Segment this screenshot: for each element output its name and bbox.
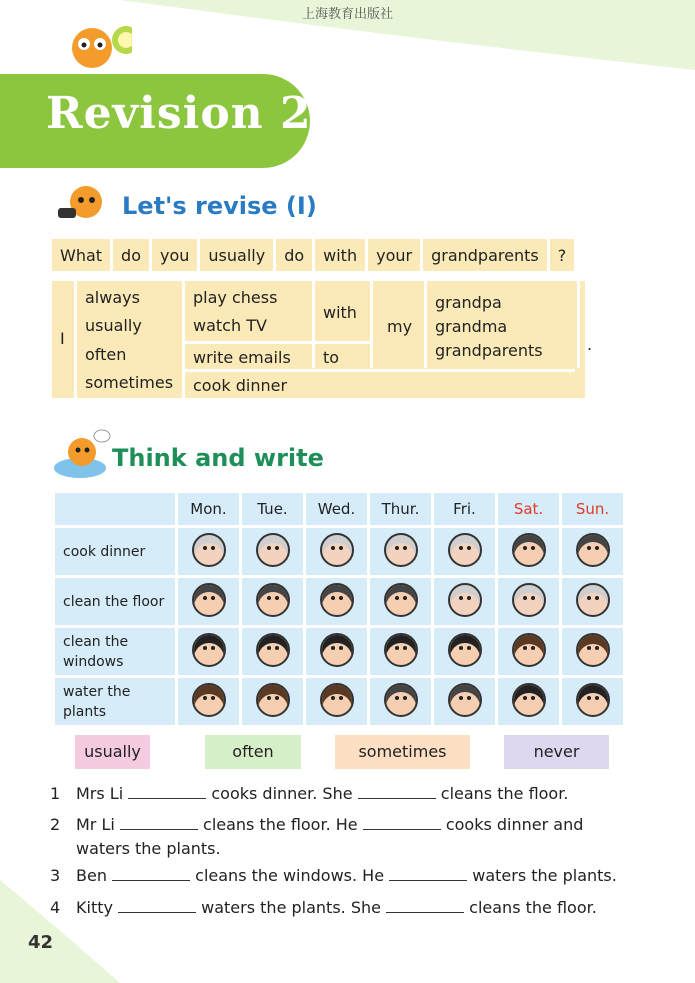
ben-face-icon xyxy=(177,627,241,677)
page-title: Revision 2 xyxy=(46,88,312,139)
grandpa-face-icon xyxy=(241,577,305,627)
preposition-word: to xyxy=(315,341,373,372)
page-number: 42 xyxy=(28,932,54,953)
word-tag-usually: usually xyxy=(75,735,150,769)
kitty-face-icon xyxy=(177,677,241,727)
day-header: Thur. xyxy=(369,492,433,527)
answer-blank[interactable] xyxy=(389,866,467,881)
sentence-word: with xyxy=(315,239,368,271)
ben-face-icon xyxy=(497,677,561,727)
schedule-table xyxy=(52,490,626,728)
kitty-face-icon xyxy=(305,677,369,727)
exercise-subject: Kitty xyxy=(76,898,113,917)
people-word: grandpa xyxy=(435,293,502,312)
period-mark: . xyxy=(587,335,593,354)
activity-phrase: cook dinner xyxy=(185,369,315,400)
activity-phrase: write emails xyxy=(185,341,315,372)
exercise-subject: Mr Li xyxy=(76,815,115,834)
grandpa-face-icon xyxy=(369,677,433,727)
word-tag-never: never xyxy=(504,735,609,769)
ben-face-icon xyxy=(241,627,305,677)
answer-blank[interactable] xyxy=(358,784,436,799)
frequency-word: often xyxy=(85,345,127,364)
exercise-text: waters the plants. xyxy=(472,866,617,885)
answer-blank[interactable] xyxy=(386,898,464,913)
preposition-word: with xyxy=(323,303,357,322)
ben-face-icon xyxy=(369,627,433,677)
day-header: Tue. xyxy=(241,492,305,527)
cat-phone-icon xyxy=(48,180,118,230)
answer-blank[interactable] xyxy=(363,815,441,830)
kitty-face-icon xyxy=(497,627,561,677)
ben-face-icon xyxy=(561,677,625,727)
day-header: Wed. xyxy=(305,492,369,527)
exercise-text: cooks dinner. She xyxy=(211,784,353,803)
subject-word: I xyxy=(60,329,65,348)
people-word: grandma xyxy=(435,317,508,336)
frequency-word: usually xyxy=(85,316,142,335)
grandpa-face-icon xyxy=(561,527,625,577)
exercise-text: waters the plants. xyxy=(76,839,221,858)
day-header: Fri. xyxy=(433,492,497,527)
table-divider xyxy=(182,369,575,372)
kitty-face-icon xyxy=(561,627,625,677)
word-tag-often: often xyxy=(205,735,301,769)
grandpa-face-icon xyxy=(497,527,561,577)
answer-blank[interactable] xyxy=(112,866,190,881)
people-column xyxy=(424,281,580,368)
sentence-strip xyxy=(52,239,574,271)
activity-phrase: play chess xyxy=(193,288,278,307)
exercise-item: 2 Mr Li cleans the floor. He cooks dinner and waters the plants. xyxy=(50,815,584,858)
sentence-word: What xyxy=(52,239,113,271)
grandma-face-icon xyxy=(433,577,497,627)
section-title-think: Think and write xyxy=(112,444,324,472)
frequency-word: sometimes xyxy=(85,373,174,392)
grandpa-face-icon xyxy=(369,577,433,627)
exercise-text: cleans the floor. He xyxy=(203,815,358,834)
grandma-face-icon xyxy=(177,527,241,577)
exercise-subject: Mrs Li xyxy=(76,784,124,803)
activity-column xyxy=(182,281,315,398)
grandpa-face-icon xyxy=(177,577,241,627)
day-header-weekend: Sun. xyxy=(561,492,625,527)
publisher-name: 上海教育出版社 xyxy=(301,7,393,22)
grandma-face-icon xyxy=(433,527,497,577)
frequency-word: always xyxy=(85,288,140,307)
exercise-text: waters the plants. She xyxy=(201,898,381,917)
grandma-face-icon xyxy=(561,577,625,627)
exercise-subject: Ben xyxy=(76,866,107,885)
frequency-column xyxy=(74,281,187,398)
exercise-text: cleans the floor. xyxy=(440,784,569,803)
activity-phrase: watch TV xyxy=(193,316,267,335)
exercise-item: 1 Mrs Li cooks dinner. She cleans the floor. xyxy=(50,784,569,803)
sentence-word: do xyxy=(113,239,152,271)
activity-label: clean the windows xyxy=(54,627,177,677)
exercise-text: cooks dinner and xyxy=(445,815,584,834)
exercise-text: cleans the windows. He xyxy=(195,866,385,885)
ben-face-icon xyxy=(433,627,497,677)
exercise-item: 4 Kitty waters the plants. She cleans the floor. xyxy=(50,898,597,917)
possessive-column xyxy=(370,281,427,368)
corner-header xyxy=(54,492,177,527)
grandpa-face-icon xyxy=(305,577,369,627)
cat-mascot-icon xyxy=(22,18,132,78)
activity-label: water the plants xyxy=(54,677,177,727)
answer-blank[interactable] xyxy=(120,815,198,830)
exercise-item: 3 Ben cleans the windows. He waters the plants. xyxy=(50,866,617,885)
cat-thinking-icon xyxy=(50,428,112,484)
grandma-face-icon xyxy=(497,577,561,627)
possessive-word: my xyxy=(387,317,413,336)
preposition-column xyxy=(312,281,373,368)
sentence-word: grandparents xyxy=(423,239,550,271)
grandma-face-icon xyxy=(369,527,433,577)
people-word: grandparents xyxy=(435,341,543,360)
word-tag-sometimes: sometimes xyxy=(335,735,470,769)
substitution-table xyxy=(52,281,593,398)
sentence-word: you xyxy=(152,239,200,271)
grandpa-face-icon xyxy=(433,677,497,727)
section-title-revise: Let's revise (I) xyxy=(122,192,317,220)
sentence-word: do xyxy=(276,239,315,271)
sentence-word: ? xyxy=(550,239,575,271)
grandma-face-icon xyxy=(305,527,369,577)
exercise-text: cleans the floor. xyxy=(469,898,597,917)
grandma-face-icon xyxy=(241,527,305,577)
day-header-weekend: Sat. xyxy=(497,492,561,527)
day-header: Mon. xyxy=(177,492,241,527)
sentence-word: your xyxy=(368,239,423,271)
sentence-word: usually xyxy=(200,239,276,271)
answer-blank[interactable] xyxy=(128,784,206,799)
kitty-face-icon xyxy=(241,677,305,727)
activity-label: cook dinner xyxy=(54,527,177,577)
ben-face-icon xyxy=(305,627,369,677)
activity-label: clean the floor xyxy=(54,577,177,627)
answer-blank[interactable] xyxy=(118,898,196,913)
